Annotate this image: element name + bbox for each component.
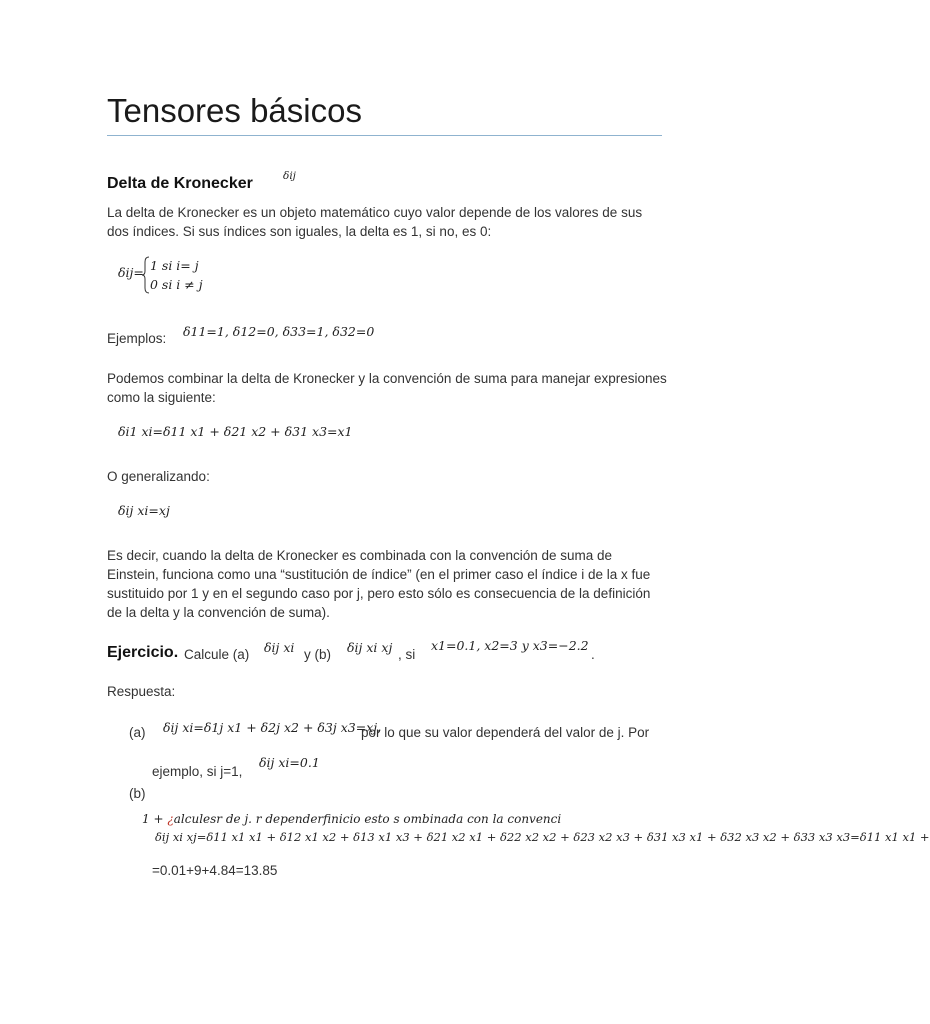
general-formula: δij xi=xj bbox=[118, 503, 170, 518]
definition-case-equal: 1 si i= j bbox=[150, 258, 199, 273]
exercise-si: , si bbox=[398, 647, 416, 662]
definition-case-unequal: 0 si i ≠ j bbox=[150, 277, 203, 292]
explanation-paragraph: Es decir, cuando la delta de Kronecker es combinada con la convención de suma de Einstein, funciona como una “sustitución de índice” (en el primer caso el índice i de la x fue sustituido por 1 y en el segundo caso por j, pero esto sólo es consecuencia de la definición de la delta y la convención de suma). bbox=[107, 548, 651, 620]
answer-b-formula: δij xi xj=δ11 x1 x1 + δ12 x1 x2 + δ13 x1 x3 + δ21 x2 x1 + δ22 x2 x2 + δ23 x2 x3 + δ31 x3 x1 + δ32 x3 x2 + δ33 x3 x3=δ11 x1 x1 + bbox=[155, 830, 930, 844]
answer-a-text: por lo que su valor dependerá del valor de j. Por bbox=[361, 725, 650, 740]
exercise-period: . bbox=[591, 647, 595, 662]
answer-a-example-formula: δij xi=0.1 bbox=[259, 755, 320, 770]
kronecker-intro: La delta de Kronecker es un objeto matemático cuyo valor depende de los valores de sus dos índices. Si sus índices son iguales, la delta es 1, si no, es 0: bbox=[107, 205, 643, 239]
answer-b-result: =0.01+9+4.84=13.85 bbox=[152, 863, 278, 878]
kronecker-symbol: δij bbox=[283, 170, 296, 182]
exercise-calc-a: Calcule (a) bbox=[184, 647, 250, 662]
generalizing-label: O generalizando: bbox=[107, 469, 210, 484]
exercise-y-b: y (b) bbox=[304, 647, 331, 662]
answer-a-label: (a) bbox=[129, 725, 146, 740]
section-heading-kronecker: Delta de Kronecker bbox=[107, 175, 253, 192]
examples-label: Ejemplos: bbox=[107, 331, 167, 346]
examples-formula: δ11=1, δ12=0, δ33=1, δ32=0 bbox=[183, 324, 375, 339]
combine-formula: δi1 xi=δ11 x1 + δ21 x2 + δ31 x3=x1 bbox=[118, 424, 353, 439]
exercise-label: Ejercicio. bbox=[107, 644, 179, 661]
garbled-prefix: 1 + bbox=[142, 812, 168, 826]
page-title: Tensores básicos bbox=[107, 92, 362, 129]
exercise-expr-b: δij xi xj bbox=[347, 640, 393, 655]
answer-label: Respuesta: bbox=[107, 684, 176, 699]
garbled-red-mark: ¿ bbox=[167, 812, 174, 826]
exercise-expr-a: δij xi bbox=[264, 640, 295, 655]
answer-b-label: (b) bbox=[129, 786, 146, 801]
title-divider bbox=[107, 135, 662, 136]
answer-a-example-text: ejemplo, si j=1, bbox=[152, 764, 243, 779]
combine-text: Podemos combinar la delta de Kronecker y la convención de suma para manejar expresiones como la siguiente: bbox=[107, 371, 667, 405]
definition-brace bbox=[142, 256, 150, 294]
answer-a-formula: δij xi=δ1j x1 + δ2j x2 + δ3j x3=xj, bbox=[163, 720, 382, 735]
answer-b-garbled-line bbox=[142, 812, 561, 826]
definition-lhs: δij= bbox=[118, 265, 144, 280]
exercise-values: x1=0.1, x2=3 y x3=−2.2 bbox=[431, 638, 589, 653]
garbled-rest: alculesr de j. r dependerfinicio esto s ombinada con la convenci bbox=[173, 812, 562, 826]
